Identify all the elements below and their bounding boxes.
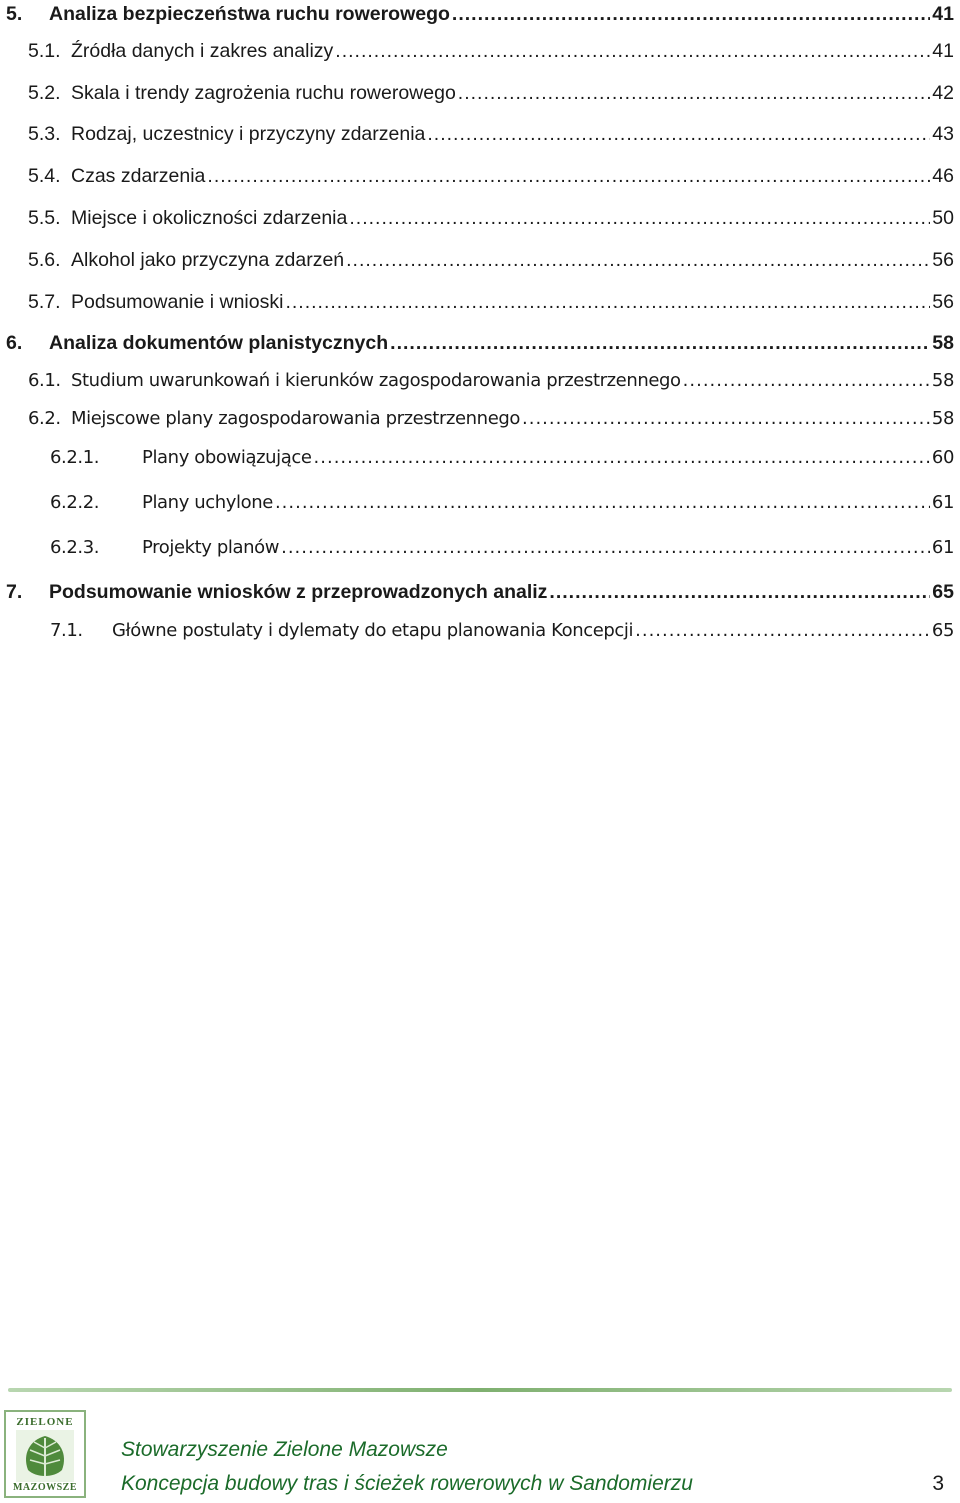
toc-entry-5-4[interactable] — [6, 164, 954, 188]
toc-page: 43 — [932, 123, 954, 145]
zielone-mazowsze-logo — [4, 1410, 86, 1498]
dot-leader — [285, 290, 930, 314]
toc-entry-6[interactable] — [6, 331, 954, 355]
toc-page: 61 — [931, 537, 954, 558]
toc-title: Czas zdarzenia — [71, 165, 206, 187]
dot-leader — [683, 369, 930, 393]
toc-title: Miejsce i okoliczności zdarzenia — [71, 207, 348, 229]
toc-title: Podsumowanie i wnioski — [71, 291, 284, 313]
toc-number: 5.1. — [28, 40, 61, 62]
toc-entry-5-3[interactable] — [6, 122, 954, 146]
dot-leader — [522, 407, 930, 431]
footer-document-title: Koncepcja budowy tras i ścieżek rowerowych w Sandomierzu — [121, 1472, 693, 1495]
toc-title: Skala i trendy zagrożenia ruchu rowerowego — [71, 82, 456, 104]
toc-page: 65 — [931, 620, 954, 641]
toc-number: 5.5. — [28, 207, 61, 229]
logo-bottom-text: MAZOWSZE — [12, 1482, 77, 1493]
dot-leader — [275, 491, 930, 515]
toc-entry-6-2[interactable] — [6, 407, 954, 431]
dot-leader — [207, 164, 930, 188]
logo-top-text: ZIELONE — [16, 1416, 74, 1428]
toc-page: 42 — [932, 82, 954, 104]
toc-entry-6-2-3[interactable] — [6, 536, 954, 560]
toc-number: 6.2.1. — [50, 447, 100, 468]
dot-leader — [458, 81, 931, 105]
toc-entry-6-1[interactable] — [6, 369, 954, 393]
toc-title: Plany obowiązujące — [142, 447, 312, 468]
toc-number: 7. — [6, 581, 23, 603]
dot-leader — [427, 122, 930, 146]
toc-entry-6-2-2[interactable] — [6, 491, 954, 515]
toc-number: 7.1. — [50, 620, 83, 641]
toc-title: Projekty planów — [142, 537, 280, 558]
toc-page: 41 — [932, 3, 954, 25]
footer-organization: Stowarzyszenie Zielone Mazowsze — [121, 1438, 448, 1461]
toc-page: 56 — [932, 249, 954, 271]
toc-number: 5.6. — [28, 249, 61, 271]
dot-leader — [335, 39, 930, 63]
toc-entry-5-6[interactable] — [6, 248, 954, 272]
toc-number: 6. — [6, 332, 23, 354]
toc-title: Źródła danych i zakres analizy — [71, 40, 334, 62]
toc-number: 5.2. — [28, 82, 61, 104]
toc-title: Plany uchylone — [142, 492, 273, 513]
dot-leader — [452, 2, 930, 26]
toc-entry-6-2-1[interactable] — [6, 446, 954, 470]
dot-leader — [549, 580, 930, 604]
dot-leader — [314, 446, 930, 470]
page-number: 3 — [932, 1472, 944, 1495]
toc-entry-5-1[interactable] — [6, 39, 954, 63]
toc-number: 5.3. — [28, 123, 61, 145]
toc-title: Analiza bezpieczeństwa ruchu rowerowego — [49, 3, 450, 25]
toc-entry-7-1[interactable] — [6, 619, 954, 643]
toc-title: Podsumowanie wniosków z przeprowadzonych analiz — [49, 581, 548, 603]
toc-page: 58 — [931, 370, 954, 391]
toc-page: 60 — [931, 447, 954, 468]
toc-number: 6.2. — [28, 408, 61, 429]
dot-leader — [349, 206, 930, 230]
toc-title: Główne postulaty i dylematy do etapu planowania Koncepcji — [112, 620, 634, 641]
toc-page: 58 — [931, 408, 954, 429]
toc-page: 46 — [932, 165, 954, 187]
toc-entry-5-5[interactable] — [6, 206, 954, 230]
toc-number: 6.2.3. — [50, 537, 100, 558]
dot-leader — [635, 619, 930, 643]
toc-number: 5. — [6, 3, 23, 25]
toc-number: 5.4. — [28, 165, 61, 187]
leaf-icon — [16, 1430, 74, 1482]
toc-entry-5-7[interactable] — [6, 290, 954, 314]
toc-title: Analiza dokumentów planistycznych — [49, 332, 389, 354]
dot-leader — [390, 331, 930, 355]
toc-number: 6.2.2. — [50, 492, 100, 513]
toc-page: 41 — [932, 40, 954, 62]
toc-title: Rodzaj, uczestnicy i przyczyny zdarzenia — [71, 123, 426, 145]
toc-page: 58 — [932, 332, 954, 354]
toc-number: 6.1. — [28, 370, 61, 391]
toc-page: 61 — [931, 492, 954, 513]
toc-number: 5.7. — [28, 291, 61, 313]
toc-entry-5-2[interactable] — [6, 81, 954, 105]
toc-title: Miejscowe plany zagospodarowania przestrzennego — [71, 408, 521, 429]
toc-entry-5[interactable] — [6, 2, 954, 26]
toc-entry-7[interactable] — [6, 580, 954, 604]
dot-leader — [346, 248, 930, 272]
toc-title: Alkohol jako przyczyna zdarzeń — [71, 249, 345, 271]
toc-page: 50 — [932, 207, 954, 229]
footer-divider — [8, 1388, 952, 1392]
toc-title: Studium uwarunkowań i kierunków zagospodarowania przestrzennego — [71, 370, 681, 391]
toc-page: 56 — [932, 291, 954, 313]
dot-leader — [281, 536, 930, 560]
toc-page: 65 — [932, 581, 954, 603]
